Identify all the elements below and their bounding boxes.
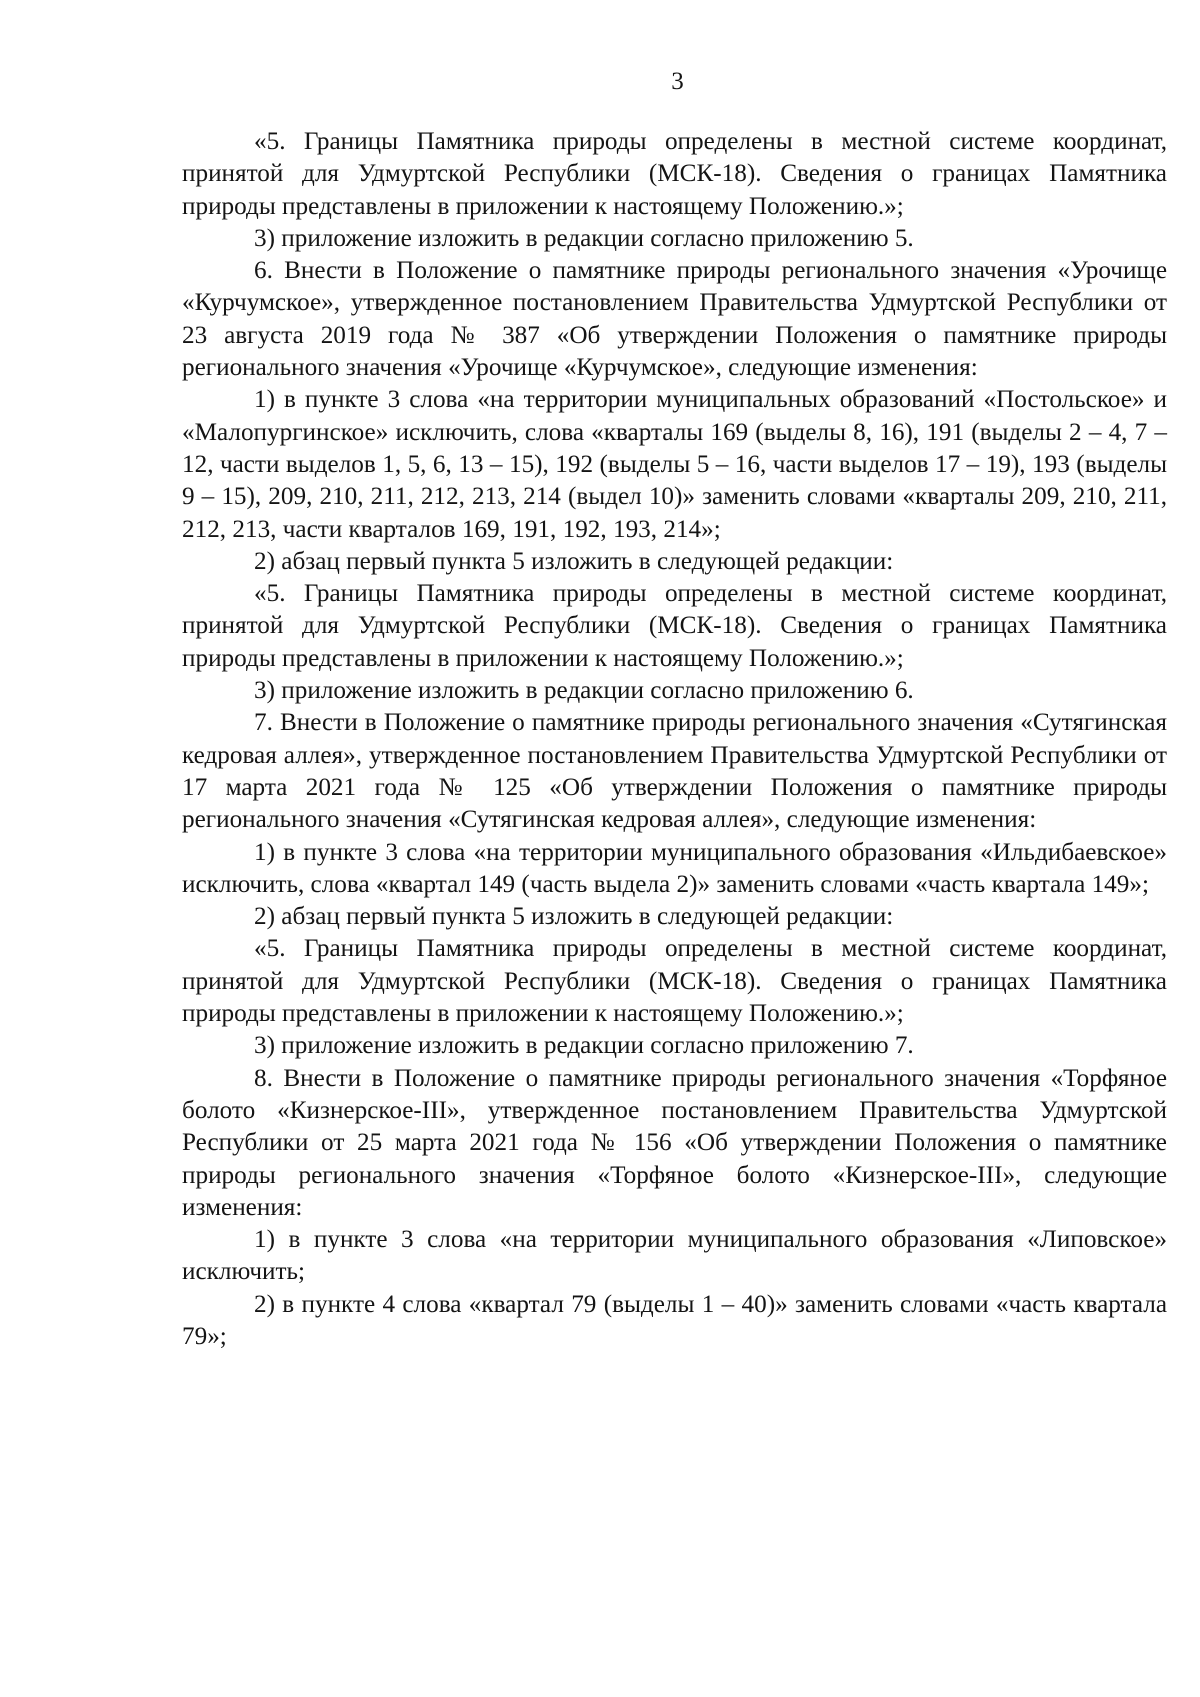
paragraph-quoted-clause-5-b: «5. Границы Памятника природы определены в местной системе координат, принятой для Удмуртской Республики (МСК-18). Сведения о границах Памятника природы представлены в приложении к настоящему Положению.»;	[182, 580, 1167, 672]
paragraph-quoted-clause-5-c: «5. Границы Памятника природы определены в местной системе координат, принятой для Удмуртской Республики (МСК-18). Сведения о границах Памятника природы представлены в приложении к настоящему Положению.»;	[182, 935, 1167, 1028]
paragraph-annex-5: 3) приложение изложить в редакции согласно приложению 5.	[254, 224, 914, 252]
paragraph-annex-7: 3) приложение изложить в редакции согласно приложению 7.	[254, 1032, 914, 1060]
paragraph-item-6: 6. Внести в Положение о памятнике природы регионального значения «Урочище «Курчумское», утвержденное постановлением Правительства Удмуртской Республики от 23 августа 2019 года № 387 «Об утверждении Положения о памятнике природы регионального значения «Урочище «Курчумское», следующие изменения:	[182, 257, 1167, 382]
paragraph-item-7: 7. Внести в Положение о памятнике природы регионального значения «Сутягинская кедровая аллея», утвержденное постановлением Правительства Удмуртской Республики от 17 марта 2021 года № 125 «Об утверждении Положения о памятнике природы регионального значения «Сутягинская кедровая аллея», следующие изменения:	[182, 709, 1167, 834]
paragraph-item-7-sub-1: 1) в пункте 3 слова «на территории муниципального образования «Ильдибаевское» исключить, слова «квартал 149 (часть выдела 2)» заменить словами «часть квартала 149»;	[182, 838, 1167, 898]
paragraph-quoted-clause-5-a: «5. Границы Памятника природы определены в местной системе координат, принятой для Удмуртской Республики (МСК-18). Сведения о границах Памятника природы представлены в приложении к настоящему Положению.»;	[182, 128, 1167, 220]
paragraph-item-8-sub-1: 1) в пункте 3 слова «на территории муниципального образования «Липовское» исключить;	[182, 1226, 1167, 1286]
paragraph-item-8: 8. Внести в Положение о памятнике природы регионального значения «Торфяное болото «Кизнерское-III», утвержденное постановлением Правительства Удмуртской Республики от 25 марта 2021 года № 156 «Об утверждении Положения о памятнике природы регионального значения «Торфяное болото «Кизнерское-III», следующие изменения:	[182, 1064, 1167, 1221]
document-body	[182, 126, 1167, 1353]
paragraph-item-6-sub-1: 1) в пункте 3 слова «на территории муниципальных образований «Постольское» и «Малопургинское» исключить, слова «кварталы 169 (выделы 8, 16), 191 (выделы 2 – 4, 7 – 12, части выделов 1, 5, 6, 13 – 15), 192 (выделы 5 – 16, части выделов 17 – 19), 193 (выделы 9 – 15), 209, 210, 211, 212, 213, 214 (выдел 10)» заменить словами «кварталы 209, 210, 211, 212, 213, части кварталов 169, 191, 192, 193, 214»;	[182, 386, 1167, 543]
paragraph-item-7-sub-2: 2) абзац первый пункта 5 изложить в следующей редакции:	[254, 903, 894, 931]
paragraph-item-6-sub-2: 2) абзац первый пункта 5 изложить в следующей редакции:	[254, 547, 894, 575]
paragraph-annex-6: 3) приложение изложить в редакции согласно приложению 6.	[254, 677, 914, 705]
paragraph-item-8-sub-2: 2) в пункте 4 слова «квартал 79 (выделы 1 – 40)» заменить словами «часть квартала 79»;	[182, 1290, 1167, 1350]
page-number: 3	[671, 68, 684, 95]
